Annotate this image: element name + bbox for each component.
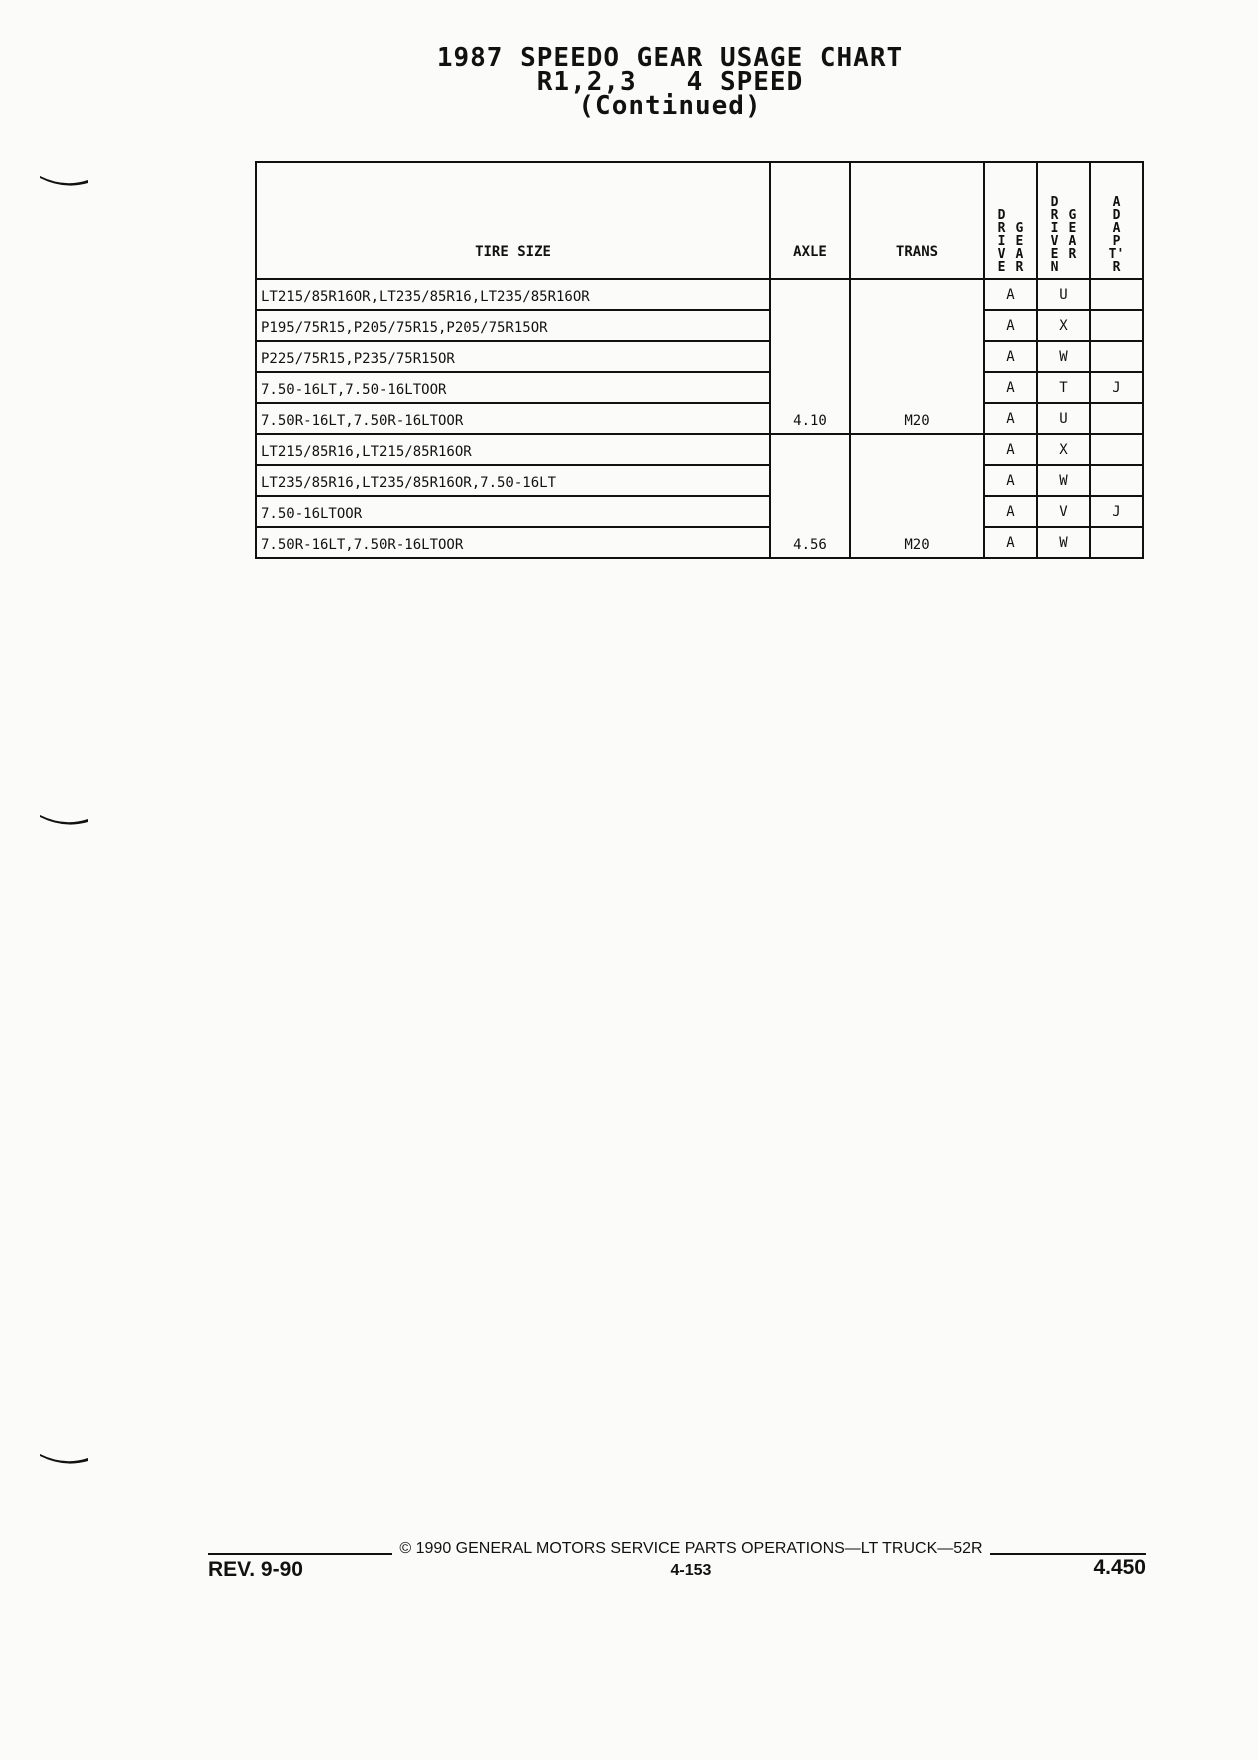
table-row bbox=[256, 372, 1143, 403]
binder-hole-mark bbox=[40, 813, 88, 827]
table-row bbox=[256, 341, 1143, 372]
trans-cell: M20 bbox=[850, 279, 984, 434]
drive-gear-cell: A bbox=[984, 527, 1037, 558]
title-line-3: (Continued) bbox=[578, 91, 762, 121]
header-axle: AXLE bbox=[770, 162, 850, 279]
header-drive-gear: D R I V E G E A R bbox=[984, 162, 1037, 279]
driven-gear-cell: W bbox=[1037, 527, 1090, 558]
drive-gear-cell: A bbox=[984, 310, 1037, 341]
title-line-1: 1987 SPEEDO GEAR USAGE CHART bbox=[436, 43, 904, 73]
footer-rule-right bbox=[990, 1553, 1146, 1555]
tire-size-cell: P195/75R15,P205/75R15,P205/75R15OR bbox=[256, 310, 770, 341]
footer-copyright: © 1990 GENERAL MOTORS SERVICE PARTS OPERATIONS—LT TRUCK—52R bbox=[399, 1540, 983, 1557]
header-tire-size: TIRE SIZE bbox=[256, 162, 770, 279]
adapter-cell bbox=[1090, 403, 1143, 434]
adapter-cell bbox=[1090, 279, 1143, 310]
title-line-2: R1,2,3 4 SPEED bbox=[536, 67, 804, 97]
tire-size-cell: 7.50-16LTOOR bbox=[256, 496, 770, 527]
adapter-cell bbox=[1090, 341, 1143, 372]
table-row bbox=[256, 310, 1143, 341]
driven-gear-cell: X bbox=[1037, 310, 1090, 341]
chart-title bbox=[350, 43, 990, 121]
footer-rule-left bbox=[208, 1553, 392, 1555]
tire-size-cell: P225/75R15,P235/75R15OR bbox=[256, 341, 770, 372]
driven-gear-cell: V bbox=[1037, 496, 1090, 527]
revision-label: REV. 9-90 bbox=[208, 1558, 303, 1581]
adapter-cell bbox=[1090, 310, 1143, 341]
table-row bbox=[256, 465, 1143, 496]
tire-size-cell: LT235/85R16,LT235/85R16OR,7.50-16LT bbox=[256, 465, 770, 496]
driven-gear-cell: T bbox=[1037, 372, 1090, 403]
driven-gear-cell: W bbox=[1037, 465, 1090, 496]
trans-cell: M20 bbox=[850, 434, 984, 558]
section-number: 4.450 bbox=[1093, 1556, 1146, 1579]
speedo-gear-table bbox=[255, 161, 1144, 559]
table-row bbox=[256, 434, 1143, 465]
tire-size-cell: LT215/85R16OR,LT235/85R16,LT235/85R16OR bbox=[256, 279, 770, 310]
header-trans: TRANS bbox=[850, 162, 984, 279]
binder-hole-mark bbox=[40, 1452, 88, 1466]
adapter-cell: J bbox=[1090, 372, 1143, 403]
tire-size-cell: 7.50-16LT,7.50-16LTOOR bbox=[256, 372, 770, 403]
driven-gear-cell: X bbox=[1037, 434, 1090, 465]
driven-gear-cell: U bbox=[1037, 403, 1090, 434]
table-header-row bbox=[256, 162, 1143, 279]
driven-gear-cell: W bbox=[1037, 341, 1090, 372]
adapter-cell bbox=[1090, 465, 1143, 496]
tire-size-cell: LT215/85R16,LT215/85R16OR bbox=[256, 434, 770, 465]
tire-size-cell: 7.50R-16LT,7.50R-16LTOOR bbox=[256, 403, 770, 434]
binder-hole-mark bbox=[40, 174, 88, 188]
table-row bbox=[256, 403, 1143, 434]
tire-size-cell: 7.50R-16LT,7.50R-16LTOOR bbox=[256, 527, 770, 558]
driven-gear-cell: U bbox=[1037, 279, 1090, 310]
drive-gear-cell: A bbox=[984, 434, 1037, 465]
axle-cell: 4.10 bbox=[770, 279, 850, 434]
adapter-cell bbox=[1090, 434, 1143, 465]
axle-cell: 4.56 bbox=[770, 434, 850, 558]
footer-page-number: 4-153 bbox=[670, 1562, 712, 1579]
adapter-cell bbox=[1090, 527, 1143, 558]
table-row bbox=[256, 496, 1143, 527]
table-row bbox=[256, 279, 1143, 310]
drive-gear-cell: A bbox=[984, 403, 1037, 434]
drive-gear-cell: A bbox=[984, 372, 1037, 403]
drive-gear-cell: A bbox=[984, 341, 1037, 372]
adapter-cell: J bbox=[1090, 496, 1143, 527]
drive-gear-cell: A bbox=[984, 496, 1037, 527]
header-adapter: A D A P T' R bbox=[1090, 162, 1143, 279]
header-driven-gear: D R I V E N G E A R bbox=[1037, 162, 1090, 279]
table-row bbox=[256, 527, 1143, 558]
drive-gear-cell: A bbox=[984, 465, 1037, 496]
drive-gear-cell: A bbox=[984, 279, 1037, 310]
